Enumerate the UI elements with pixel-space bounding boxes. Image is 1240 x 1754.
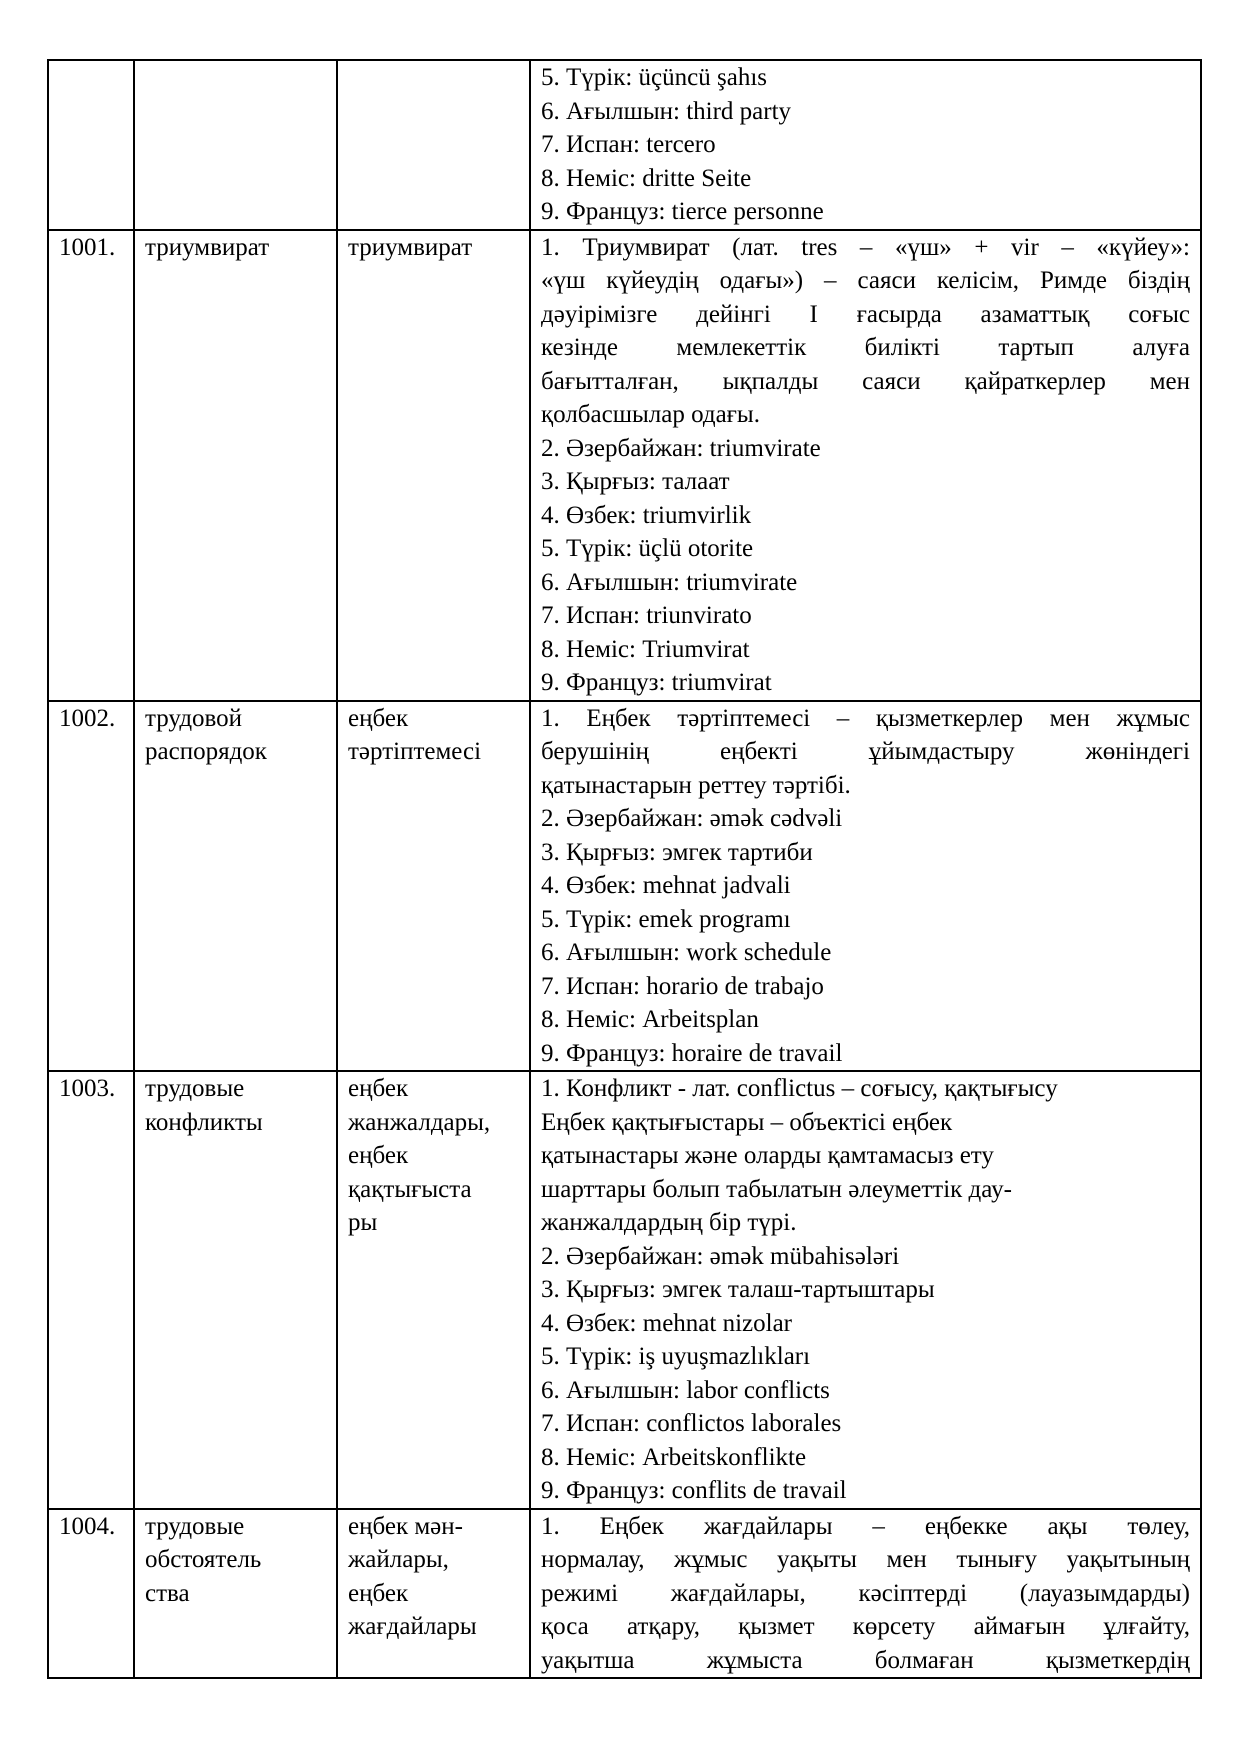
translation-line: 6. Ағылшын: triumvirate bbox=[541, 568, 798, 596]
definition-cell bbox=[530, 1509, 1201, 1679]
definition-line: шарттары болып табылатын әлеуметтік дау- bbox=[541, 1175, 1012, 1203]
definition-line: жанжалдардың бір түрі. bbox=[541, 1209, 797, 1236]
translation-line: 7. Испан: tercero bbox=[541, 131, 716, 158]
russian-term: трудовые bbox=[145, 1512, 245, 1540]
definition-line: қолбасшылар одағы. bbox=[541, 401, 760, 428]
russian-term-cell bbox=[134, 1509, 337, 1679]
definition-line: кезінде мемлекеттік билікті тартып алуға bbox=[541, 334, 1190, 361]
definition-line: нормалау, жұмыс уақыты мен тынығу уақытының bbox=[541, 1546, 1190, 1573]
translation-line: 6. Ағылшын: labor conflicts bbox=[541, 1376, 830, 1404]
definition-line: 1. Триумвират (лат. tres – «үш» + vir – «күйеу»: bbox=[541, 233, 1190, 261]
translation-line: 9. Француз: conflits de travail bbox=[541, 1477, 847, 1504]
entry-number-cell bbox=[48, 230, 134, 701]
russian-term: конфликты bbox=[145, 1108, 263, 1136]
translation-line: 6. Ағылшын: work schedule bbox=[541, 939, 832, 966]
definition-line: қатынастарын реттеу тәртібі. bbox=[541, 771, 851, 799]
definition-cell bbox=[530, 230, 1201, 701]
definition-line: берушінің еңбекті ұйымдастыру жөніндегі bbox=[541, 738, 1190, 765]
definition-line: 1. Еңбек жағдайлары – еңбекке ақы төлеу, bbox=[541, 1512, 1190, 1540]
entry-number: 1002. bbox=[59, 704, 116, 732]
kazakh-term: тәртіптемесі bbox=[348, 738, 482, 765]
kazakh-term: жанжалдары, bbox=[348, 1108, 491, 1136]
russian-term: трудовые bbox=[145, 1075, 245, 1102]
translation-line: 9. Француз: horaire de travail bbox=[541, 1039, 843, 1067]
translation-line: 3. Қырғыз: эмгек талаш-тартыштары bbox=[541, 1276, 935, 1303]
entry-number: 1001. bbox=[59, 233, 116, 261]
translation-line: 9. Француз: tierce personne bbox=[541, 198, 824, 225]
translation-line: 5. Түрік: iş uyuşmazlıkları bbox=[541, 1343, 811, 1370]
russian-term-cell bbox=[134, 60, 337, 230]
definition-line: дәуірімізге дейінгі І ғасырда азаматтық соғыс bbox=[541, 300, 1190, 328]
kazakh-term: триумвират bbox=[348, 233, 473, 261]
table-row bbox=[48, 60, 1201, 230]
kazakh-term: еңбек bbox=[348, 1075, 409, 1102]
translation-line: 3. Қырғыз: эмгек тартиби bbox=[541, 838, 813, 866]
entry-number-cell bbox=[48, 60, 134, 230]
entry-number-cell bbox=[48, 1071, 134, 1509]
translation-line: 7. Испан: triunvirato bbox=[541, 602, 752, 629]
definition-line: уақытша жұмыста болмаған қызметкердің bbox=[541, 1646, 1190, 1674]
entry-number-cell bbox=[48, 1509, 134, 1679]
russian-term-cell bbox=[134, 701, 337, 1072]
russian-term-cell bbox=[134, 230, 337, 701]
definition-line: қатынастары және оларды қамтамасыз ету bbox=[541, 1142, 994, 1169]
kazakh-term: еңбек bbox=[348, 1579, 409, 1607]
translation-line: 7. Испан: conflictos laborales bbox=[541, 1410, 842, 1437]
glossary-table bbox=[47, 59, 1202, 1679]
translation-line: 2. Әзербайжан: triumvirate bbox=[541, 434, 821, 462]
kazakh-term: еңбек bbox=[348, 704, 409, 732]
russian-term: ства bbox=[145, 1579, 190, 1607]
translation-line: 7. Испан: horario de trabajo bbox=[541, 972, 824, 1000]
kazakh-term: жағдайлары bbox=[348, 1613, 477, 1640]
definition-line: бағытталған, ықпалды саяси қайраткерлер мен bbox=[541, 367, 1190, 395]
kazakh-term: еңбек мән- bbox=[348, 1512, 463, 1540]
entry-number: 1004. bbox=[59, 1512, 116, 1540]
kazakh-term-cell bbox=[337, 230, 530, 701]
translation-line: 8. Неміс: Triumvirat bbox=[541, 635, 750, 663]
definition-cell bbox=[530, 701, 1201, 1072]
translation-line: 4. Өзбек: mehnat jadvali bbox=[541, 872, 791, 899]
definition-line: Еңбек қақтығыстары – объектісі еңбек bbox=[541, 1108, 953, 1136]
kazakh-term-cell bbox=[337, 1509, 530, 1679]
russian-term: распорядок bbox=[145, 738, 267, 765]
translation-line: 2. Әзербайжан: əmək mübahisələri bbox=[541, 1242, 900, 1270]
kazakh-term: жайлары, bbox=[348, 1546, 449, 1573]
translation-line: 8. Неміс: Arbeitsplan bbox=[541, 1006, 759, 1033]
russian-term: трудовой bbox=[145, 704, 243, 732]
definition-line: 1. Еңбек тәртіптемесі – қызметкерлер мен жұмыс bbox=[541, 704, 1190, 732]
table-row bbox=[48, 701, 1201, 1072]
table-row bbox=[48, 1509, 1201, 1679]
translation-line: 4. Өзбек: mehnat nizolar bbox=[541, 1309, 793, 1337]
russian-term: триумвират bbox=[145, 233, 270, 261]
translation-line: 8. Неміс: dritte Seite bbox=[541, 164, 752, 192]
translation-line: 9. Француз: triumvirat bbox=[541, 669, 772, 696]
russian-term: обстоятель bbox=[145, 1546, 262, 1573]
definition-line: «үш күйеудің одағы») – саяси келісім, Римде біздің bbox=[541, 267, 1190, 294]
entry-number: 1003. bbox=[59, 1075, 116, 1102]
russian-term-cell bbox=[134, 1071, 337, 1509]
definition-cell bbox=[530, 60, 1201, 230]
translation-line: 3. Қырғыз: талаат bbox=[541, 468, 730, 495]
definition-line: режимі жағдайлары, кәсіптерді (лауазымдарды) bbox=[541, 1579, 1190, 1607]
entry-number-cell bbox=[48, 701, 134, 1072]
translation-line: 4. Өзбек: triumvirlik bbox=[541, 501, 752, 529]
table-row bbox=[48, 230, 1201, 701]
kazakh-term-cell bbox=[337, 1071, 530, 1509]
table-row bbox=[48, 1071, 1201, 1509]
translation-line: 2. Әзербайжан: əmək cədvəli bbox=[541, 805, 843, 832]
kazakh-term: ры bbox=[348, 1209, 378, 1236]
kazakh-term: еңбек bbox=[348, 1142, 409, 1169]
definition-line: 1. Конфликт - лат. conflictus – соғысу, қақтығысу bbox=[541, 1075, 1058, 1102]
definition-cell bbox=[530, 1071, 1201, 1509]
translation-line: 8. Неміс: Arbeitskonflikte bbox=[541, 1443, 807, 1471]
kazakh-term: қақтығыста bbox=[348, 1175, 472, 1203]
kazakh-term-cell bbox=[337, 701, 530, 1072]
definition-line: қоса атқару, қызмет көрсету аймағын ұлғайту, bbox=[541, 1613, 1190, 1640]
translation-line: 5. Түрік: üçlü otorite bbox=[541, 535, 754, 562]
translation-line: 6. Ағылшын: third party bbox=[541, 97, 792, 125]
kazakh-term-cell bbox=[337, 60, 530, 230]
translation-line: 5. Түрік: üçüncü şahıs bbox=[541, 64, 768, 91]
translation-line: 5. Түрік: emek programı bbox=[541, 905, 791, 933]
